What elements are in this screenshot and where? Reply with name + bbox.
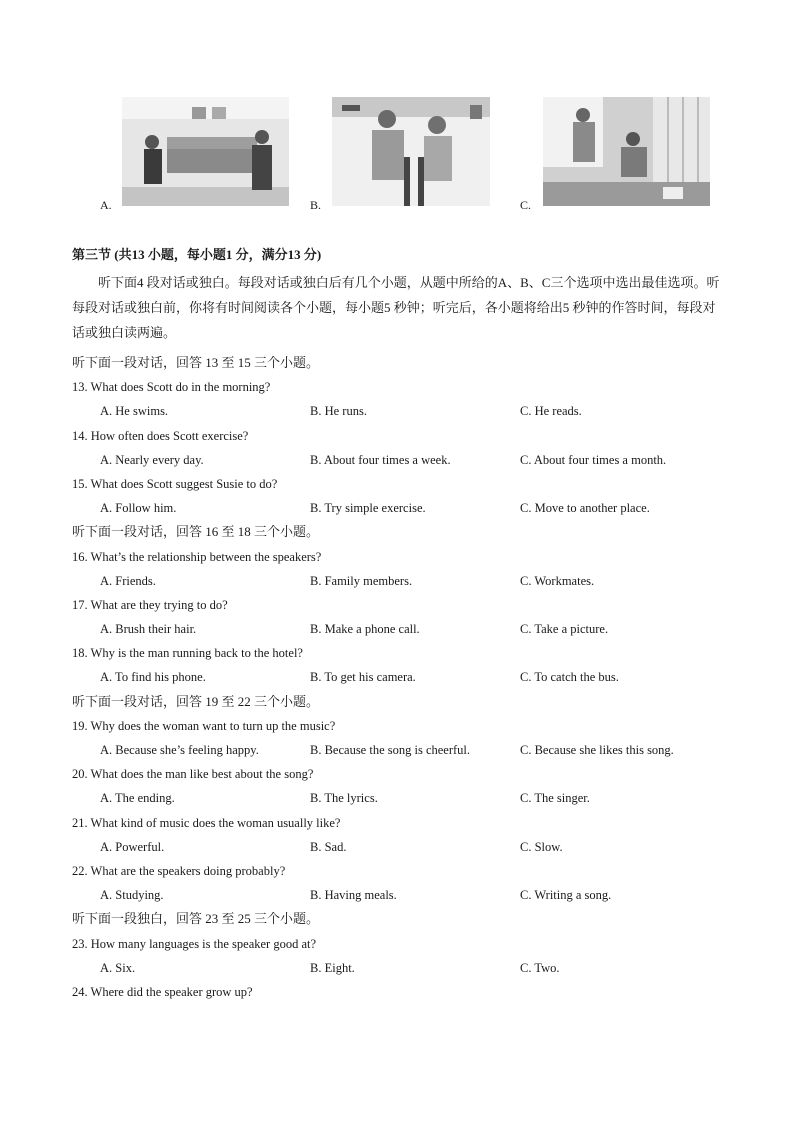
question-17: 17. What are they trying to do? xyxy=(72,597,228,612)
question-19: 19. Why does the woman want to turn up the music? xyxy=(72,718,336,733)
image-option-c-label: C. xyxy=(520,198,532,212)
option-a[interactable]: A. He swims. xyxy=(100,404,169,419)
option-c[interactable]: C. Two. xyxy=(520,960,560,975)
question-24: 24. Where did the speaker grow up? xyxy=(72,984,253,999)
option-b[interactable]: B. The lyrics. xyxy=(310,791,378,806)
option-c[interactable]: C. About four times a month. xyxy=(520,452,667,467)
option-b[interactable]: B. Family members. xyxy=(310,573,413,588)
question-23-options xyxy=(72,956,724,980)
question-19-options xyxy=(72,738,724,762)
option-a[interactable]: A. Powerful. xyxy=(100,839,165,854)
question-20: 20. What does the man like best about the song? xyxy=(72,767,314,782)
option-c[interactable]: C. Take a picture. xyxy=(520,622,609,637)
option-c[interactable]: C. To catch the bus. xyxy=(520,670,619,685)
section-title: 第三节 (共13 小题，每小题1 分，满分13 分) xyxy=(72,247,322,262)
option-b[interactable]: B. Eight. xyxy=(310,960,355,975)
block-4-heading: 听下面一段独白，回答 23 至 25 三个小题。 xyxy=(72,911,320,927)
question-18-options xyxy=(72,665,724,689)
option-c[interactable]: C. Writing a song. xyxy=(520,888,612,903)
question-16-options xyxy=(72,569,724,593)
option-a[interactable]: A. Six. xyxy=(100,960,136,975)
option-b[interactable]: B. To get his camera. xyxy=(310,670,416,685)
option-b[interactable]: B. He runs. xyxy=(310,404,367,419)
question-14: 14. How often does Scott exercise? xyxy=(72,428,249,443)
question-15: 15. What does Scott suggest Susie to do? xyxy=(72,476,278,491)
option-c[interactable]: C. Slow. xyxy=(520,839,563,854)
question-20-options xyxy=(72,786,724,810)
image-option-b-label: B. xyxy=(310,198,322,212)
section-intro: 听下面4 段对话或独白。每段对话或独白后有几个小题，从题中所给的A、B、C三个选项中选出最佳选项。听每段对话或独白前，你将有时间阅读各个小题，每小题5 秒钟；听完后，各小题将给出5 秒钟的作答时间，每段对话或独白读两遍。 xyxy=(72,275,720,340)
question-13: 13. What does Scott do in the morning? xyxy=(72,380,271,395)
option-c[interactable]: C. Because she likes this song. xyxy=(520,743,674,757)
question-22-options xyxy=(72,883,724,907)
image-option-c-photo xyxy=(543,97,710,206)
question-15-options xyxy=(72,496,724,520)
question-18: 18. Why is the man running back to the hotel? xyxy=(72,646,303,661)
option-a[interactable]: A. The ending. xyxy=(100,791,175,806)
question-17-options xyxy=(72,617,724,641)
option-b[interactable]: B. Make a phone call. xyxy=(310,622,420,637)
question-23: 23. How many languages is the speaker good at? xyxy=(72,936,317,951)
block-2-heading: 听下面一段对话，回答 16 至 18 三个小题。 xyxy=(72,524,320,540)
image-option-a-photo xyxy=(122,97,289,206)
question-list xyxy=(72,351,724,1004)
block-1-heading: 听下面一段对话，回答 13 至 15 三个小题。 xyxy=(72,355,320,370)
option-a[interactable]: A. Nearly every day. xyxy=(100,452,204,467)
option-b[interactable]: B. Sad. xyxy=(310,839,347,854)
option-a[interactable]: A. To find his phone. xyxy=(100,670,206,685)
image-options-row xyxy=(0,97,794,215)
image-option-a-label: A. xyxy=(100,198,112,212)
option-c[interactable]: C. He reads. xyxy=(520,404,582,419)
block-3-heading: 听下面一段对话，回答 19 至 22 三个小题。 xyxy=(72,693,320,709)
option-a[interactable]: A. Because she’s feeling happy. xyxy=(100,743,259,757)
option-c[interactable]: C. The singer. xyxy=(520,791,590,806)
option-b[interactable]: B. Because the song is cheerful. xyxy=(310,743,471,757)
option-b[interactable]: B. Try simple exercise. xyxy=(310,501,426,516)
option-b[interactable]: B. Having meals. xyxy=(310,888,397,903)
question-22: 22. What are the speakers doing probably? xyxy=(72,863,286,878)
option-b[interactable]: B. About four times a week. xyxy=(310,452,451,467)
question-16: 16. What’s the relationship between the speakers? xyxy=(72,549,322,564)
option-c[interactable]: C. Workmates. xyxy=(520,573,595,588)
option-a[interactable]: A. Follow him. xyxy=(100,501,177,516)
image-option-b-photo xyxy=(332,97,490,206)
option-a[interactable]: A. Friends. xyxy=(100,573,156,588)
question-14-options xyxy=(72,448,724,472)
question-21: 21. What kind of music does the woman usually like? xyxy=(72,815,341,830)
question-21-options xyxy=(72,835,724,859)
option-a[interactable]: A. Studying. xyxy=(100,888,164,903)
option-a[interactable]: A. Brush their hair. xyxy=(100,622,197,637)
question-13-options xyxy=(72,399,724,423)
option-c[interactable]: C. Move to another place. xyxy=(520,501,650,516)
